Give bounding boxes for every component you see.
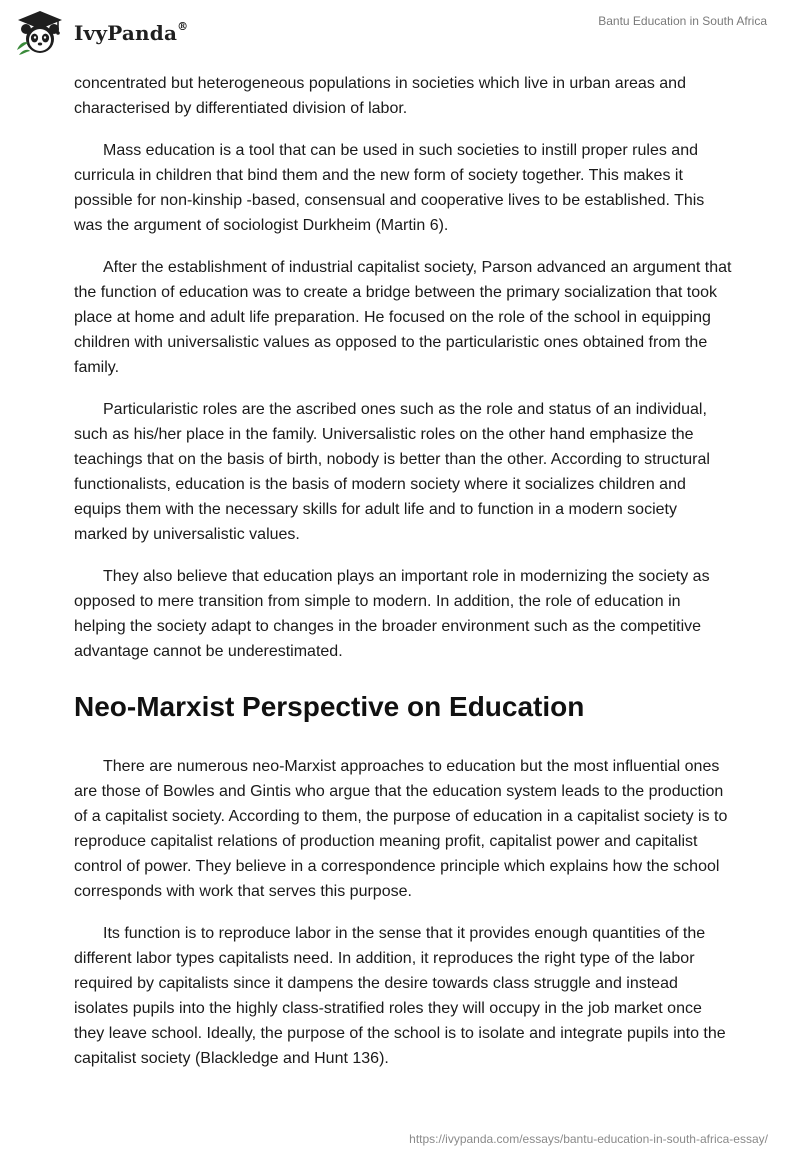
logo-text: IvyPanda bbox=[74, 21, 178, 45]
essay-body bbox=[74, 71, 734, 1088]
registered-mark: ® bbox=[177, 20, 189, 34]
paragraph-7: Its function is to reproduce labor in the sense that it provides enough quantities of the different labor types capitalists need. In addition, it reproduces the right type of the labor required by capitalists since it dampens the desire towards class struggle and instead isolates pupils into the highly class-stratified roles they will occupy in the job market once they leave school. Ideally, the purpose of the school is to isolate and integrate pupils into the capitalist society (Blackledge and Hunt 136). bbox=[74, 925, 726, 1067]
paragraph-1: concentrated but heterogeneous populations in societies which live in urban areas and characterised by differentiated division of labor. bbox=[74, 75, 686, 117]
paragraph-4: Particularistic roles are the ascribed ones such as the role and status of an individual, such as his/her place in the family. Universalistic roles on the other hand emphasize the teachings that on the basis of birth, nobody is better than the other. According to structural functionalists, education is the basis of modern society where it socializes children and equips them with the necessary skills for adult life and to function in a modern society marked by universalistic values. bbox=[74, 401, 710, 543]
paragraph-5: They also believe that education plays an important role in modernizing the society as opposed to mere transition from simple to modern. In addition, the role of education in helping the society adapt to changes in the broader environment such as the competitive advantage cannot be underestimated. bbox=[74, 568, 710, 660]
logo-wordmark bbox=[74, 21, 188, 45]
source-url[interactable]: https://ivypanda.com/essays/bantu-education-in-south-africa-essay/ bbox=[409, 1132, 768, 1146]
document-title: Bantu Education in South Africa bbox=[598, 14, 767, 28]
page-header bbox=[0, 0, 800, 70]
paragraph-3: After the establishment of industrial capitalist society, Parson advanced an argument that the function of education was to create a bridge between the primary socialization that took place at home and adult life preparation. He focused on the role of the school in equipping children with universalistic values as opposed to the particularistic ones obtained from the family. bbox=[74, 259, 732, 376]
panda-graduate-icon bbox=[14, 8, 66, 58]
ivypanda-logo[interactable] bbox=[14, 8, 188, 58]
paragraph-6: There are numerous neo-Marxist approaches to education but the most influential ones are those of Bowles and Gintis who argue that the education system leads to the production of a capitalist society. According to them, the purpose of education in a capitalist society is to reproduce capitalist relations of production meaning profit, capitalist power and capitalist control of power. They believe in a correspondence principle which explains how the school corresponds with work that serves this purpose. bbox=[74, 758, 728, 900]
paragraph-2: Mass education is a tool that can be used in such societies to instill proper rules and curricula in children that bind them and the new form of society together. This makes it possible for non-kinship -based, consensual and cooperative lives to be established. This was the argument of sociologist Durkheim (Martin 6). bbox=[74, 142, 705, 234]
section-heading: Neo-Marxist Perspective on Education bbox=[74, 691, 585, 722]
